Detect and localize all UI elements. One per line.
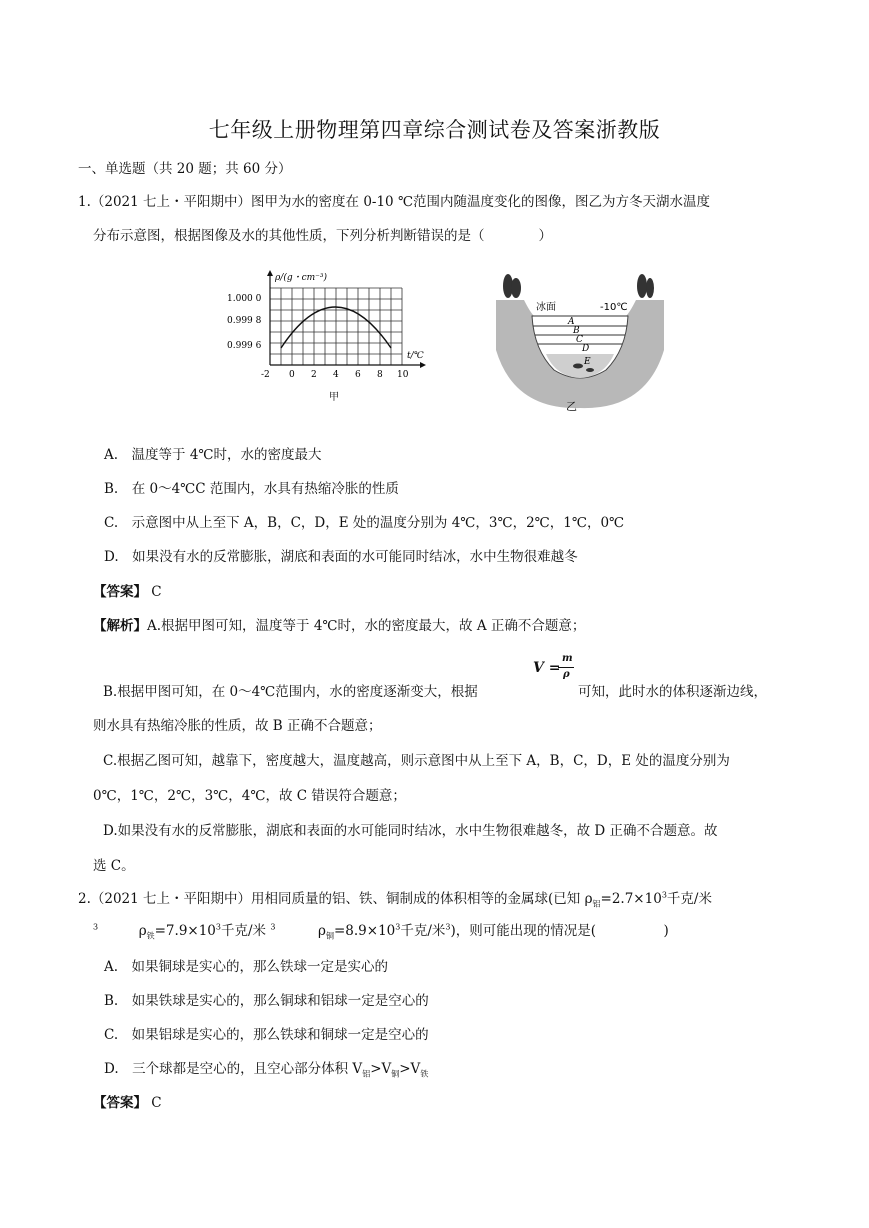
exponent: 3: [661, 890, 667, 900]
x-tick-label: 6: [355, 370, 361, 380]
q1-analysis-c1: C.根据乙图可知，越靠下，密度越大，温度越高，则示意图中从上至下 A，B，C，D，E 处的温度分别为: [103, 753, 730, 769]
q1-option-d: D. 如果没有水的反常膨胀，湖底和表面的水可能同时结冰，水中生物很难越冬: [104, 549, 578, 565]
q1-stem-line1: 1.（2021 七上・平阳期中）图甲为水的密度在 0-10 ℃范围内随温度变化的图像，图乙为方冬天湖水温度: [78, 194, 711, 210]
layer-label-e: E: [584, 357, 591, 367]
analysis-tag: 【解析】: [93, 618, 147, 634]
exponent: 3: [445, 922, 451, 932]
subscript-aluminum: 铝: [362, 1069, 371, 1079]
density-unit: 千克/米: [666, 891, 712, 907]
q2-option-a: A. 如果铜球是实心的，那么铁球一定是实心的: [104, 959, 389, 975]
layer-label-b: B: [573, 326, 580, 336]
rho-symbol: ρ: [318, 923, 326, 939]
formula-v: V =: [533, 660, 561, 676]
q1-answer: [93, 580, 162, 600]
rho-symbol: ρ: [138, 923, 147, 939]
q1-analysis-b1-pre: B.根据甲图可知，在 0～4℃范围内，水的密度逐渐变大，根据: [103, 684, 478, 700]
density-unit: 千克/米: [221, 923, 267, 939]
q2-answer: [93, 1091, 162, 1111]
q1-analysis-d1: D.如果没有水的反常膨胀，湖底和表面的水可能同时结冰，水中生物很难越冬，故 D 正确不合题意。故: [103, 823, 718, 839]
density-graph: [225, 268, 440, 403]
q1-analysis-b1-post: 可知，此时水的体积逐渐边线，: [578, 684, 767, 700]
ice-surface-label: 冰面: [536, 302, 556, 313]
x-tick-label: 0: [289, 370, 295, 380]
q1-stem-line2: 分布示意图，根据图像及水的其他性质，下列分析判断错误的是（ ）: [93, 228, 552, 244]
temperature-axis-label: t/℃: [407, 351, 424, 361]
aluminum-density: =2.7×10: [600, 891, 662, 907]
density-unit: 千克/米: [400, 923, 446, 939]
iron-density: =7.9×10: [154, 923, 216, 939]
formula-numerator: m: [562, 653, 573, 664]
greater-than: >V: [399, 1061, 421, 1077]
layer-label-d: D: [582, 344, 590, 354]
q1-analysis-d2: 选 C。: [93, 858, 135, 874]
lake-diagram: [496, 270, 664, 418]
q2-option-d: [104, 1057, 428, 1080]
answer-tag: 【答案】: [93, 1095, 147, 1111]
q2-stem-pre: 2.（2021 七上・平阳期中）用相同质量的铝、铁、铜制成的体积相等的金属球(已知 ρ: [78, 891, 593, 907]
q1-analysis-c2: 0℃，1℃，2℃，3℃，4℃，故 C 错误符合题意；: [93, 788, 406, 804]
subscript-aluminum: 铝: [592, 899, 601, 909]
x-tick-label: 8: [377, 370, 383, 380]
figure-caption-yi: 乙: [566, 400, 577, 413]
subscript-copper: 铜: [391, 1069, 400, 1079]
q2-stem-line1: [78, 887, 712, 910]
exponent: 3: [215, 922, 221, 932]
subscript-iron: 铁: [146, 931, 155, 941]
copper-density: =8.9×10: [333, 923, 396, 939]
y-tick-label: 1.000 0: [227, 294, 262, 304]
x-tick-label: 4: [333, 370, 339, 380]
figure-caption-jia: 甲: [329, 392, 339, 403]
q1-analysis-b2: 则水具有热缩冷胀的性质，故 B 正确不合题意；: [93, 718, 382, 734]
answer-value: C: [151, 584, 162, 600]
air-temperature-label: -10℃: [600, 302, 628, 313]
x-tick-label: 2: [311, 370, 317, 380]
exponent: 3: [93, 922, 99, 932]
page-title: 七年级上册物理第四章综合测试卷及答案浙教版: [208, 118, 661, 142]
x-tick-label: -2: [261, 370, 270, 380]
q1-option-a: A. 温度等于 4℃时，水的密度最大: [104, 447, 322, 463]
layer-label-c: C: [576, 335, 583, 345]
answer-value: C: [151, 1095, 162, 1111]
density-axis-label: ρ/(g・cm⁻³): [275, 273, 328, 283]
subscript-copper: 铜: [325, 931, 334, 941]
exponent: 3: [270, 922, 276, 932]
formula-fraction-bar: [558, 667, 574, 668]
q1-analysis-a: [93, 614, 585, 634]
q2-option-c: C. 如果铝球是实心的，那么铁球和铜球一定是空心的: [104, 1027, 429, 1043]
q1-option-b: B. 在 0～4℃C 范围内，水具有热缩冷胀的性质: [104, 481, 399, 497]
analysis-a-text: A.根据甲图可知，温度等于 4℃时，水的密度最大，故 A 正确不合题意；: [147, 618, 586, 634]
y-tick-label: 0.999 8: [227, 316, 262, 326]
formula-denominator: ρ: [563, 669, 570, 680]
y-tick-label: 0.999 6: [227, 341, 262, 351]
exponent: 3: [395, 922, 401, 932]
greater-than: >V: [370, 1061, 392, 1077]
x-tick-label: 10: [397, 370, 409, 380]
subscript-iron: 铁: [420, 1069, 429, 1079]
q2-option-b: B. 如果铁球是实心的，那么铜球和铝球一定是空心的: [104, 993, 429, 1009]
q2-stem-line2: [93, 919, 669, 942]
answer-tag: 【答案】: [93, 584, 147, 600]
q1-option-c: C. 示意图中从上至下 A，B，C，D，E 处的温度分别为 4℃，3℃，2℃，1℃，0℃: [104, 515, 625, 531]
layer-label-a: A: [568, 317, 575, 327]
q2-stem-tail: )，则可能出现的情况是( ): [450, 923, 669, 939]
section-heading: 一、单选题（共 20 题；共 60 分）: [78, 161, 292, 177]
q2-option-d-text: D. 三个球都是空心的，且空心部分体积 V: [104, 1061, 363, 1077]
